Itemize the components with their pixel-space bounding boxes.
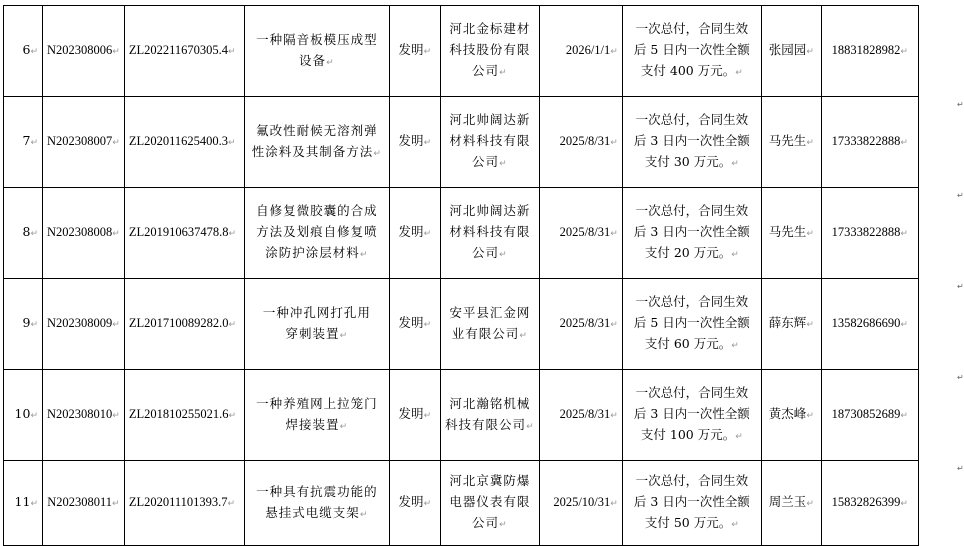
cell-text: 河北帅阔达新 (449, 112, 531, 127)
contact-person-cell (761, 279, 821, 370)
row-number-cell (4, 279, 43, 370)
patent-type-cell (389, 6, 440, 97)
patentee-line (445, 39, 535, 60)
patentee-line (445, 109, 535, 130)
patent-number-cell (124, 97, 244, 188)
paragraph-mark: ↵ (519, 330, 528, 341)
row-number-cell (4, 97, 43, 188)
cell-text: 设备 (299, 52, 327, 68)
paragraph-mark: ↵ (610, 410, 618, 421)
paragraph-mark: ↵ (30, 320, 38, 330)
cell-text: 发明 (398, 406, 424, 421)
cell-text: 2025/8/31 (559, 315, 611, 330)
paragraph-mark: ↵ (610, 137, 618, 148)
paragraph-mark: ↵ (806, 320, 814, 330)
cell-text: 13582686690 (831, 315, 901, 330)
payment-terms-line (627, 130, 757, 151)
paragraph-mark: ↵ (112, 410, 120, 421)
patent-name-line (249, 242, 385, 266)
cell-text: 发明 (398, 315, 424, 330)
cell-text: N202308007 (47, 133, 113, 148)
cell-text: 材料科技有限 (449, 224, 531, 239)
paragraph-mark: ↵ (423, 320, 432, 330)
paragraph-mark: ↵ (112, 137, 120, 148)
cell-text: 2025/8/31 (559, 224, 611, 239)
cell-text: 6 (22, 42, 31, 57)
paragraph-mark: ↵ (900, 46, 908, 57)
project-id-cell (43, 188, 125, 279)
cell-text: N202308011 (47, 494, 113, 509)
patentee-line (445, 393, 535, 414)
paragraph-mark: ↵ (610, 46, 618, 57)
cell-text: 18730852689 (831, 406, 901, 421)
cell-text: ZL201710089282.0 (128, 315, 229, 330)
table-body (4, 6, 919, 546)
payment-terms-line (627, 491, 757, 512)
cell-text: 支付 50 万元。 (644, 515, 732, 530)
payment-terms-line (627, 312, 757, 333)
patent-name-line (249, 120, 385, 141)
contact-phone-cell (821, 461, 918, 546)
cell-text: 支付 100 万元。 (640, 427, 736, 442)
paragraph-mark: ↵ (339, 330, 349, 341)
cell-text: 发明 (398, 494, 424, 509)
cell-text: 2025/8/31 (559, 406, 611, 421)
cell-text: 河北瀚铭机械 (449, 395, 531, 411)
payment-terms-line (627, 151, 757, 175)
cell-text: 黄杰峰 (768, 406, 807, 421)
cell-text: 穿刺装置 (285, 325, 340, 341)
cell-text: ZL202011625400.3 (128, 133, 229, 148)
patent-name-line (249, 323, 385, 347)
patent-name-line (249, 502, 385, 526)
paragraph-mark: ↵ (423, 499, 432, 509)
payment-terms-cell (622, 6, 761, 97)
cell-text: 河北京冀防爆 (449, 473, 531, 488)
cell-text: 马先生 (768, 133, 807, 148)
cell-text: 10 (14, 406, 31, 421)
cell-text: 发明 (398, 224, 424, 239)
contact-person-cell (761, 370, 821, 461)
patent-name-line (249, 414, 385, 438)
patent-type-cell (389, 370, 440, 461)
paragraph-mark: ↵ (30, 499, 38, 509)
paragraph-mark: ↵ (30, 138, 38, 148)
cell-text: 18831828982 (831, 42, 901, 57)
row-end-mark: ↵ (957, 191, 964, 200)
patentee-line (445, 221, 535, 242)
cell-text: ZL202011101393.7 (128, 494, 228, 509)
project-id-cell (43, 279, 125, 370)
patent-name-cell (244, 188, 389, 279)
paragraph-mark: ↵ (499, 520, 508, 530)
paragraph-mark: ↵ (900, 228, 908, 239)
paragraph-mark: ↵ (423, 47, 432, 57)
patentee-line (445, 491, 535, 512)
cell-text: 后 5 日内一次性全额 (633, 42, 750, 57)
paragraph-mark: ↵ (228, 410, 237, 421)
paragraph-mark: ↵ (499, 159, 508, 169)
paragraph-mark: ↵ (806, 138, 814, 148)
paragraph-mark: ↵ (112, 498, 120, 509)
patent-type-cell (389, 461, 440, 546)
payment-terms-cell (622, 461, 761, 546)
patentee-cell (440, 188, 539, 279)
cell-text: 2025/10/31 (553, 494, 611, 509)
deadline-date-cell (539, 461, 622, 546)
project-id-cell (43, 6, 125, 97)
cell-text: 后 5 日内一次性全额 (633, 315, 750, 330)
patent-type-cell (389, 279, 440, 370)
row-number-cell (4, 370, 43, 461)
deadline-date-cell (539, 188, 622, 279)
patentee-line (445, 242, 535, 266)
paragraph-mark: ↵ (499, 68, 508, 78)
table-row (4, 279, 919, 370)
patent-name-line (249, 221, 385, 242)
paragraph-mark: ↵ (731, 520, 739, 530)
paragraph-mark: ↵ (228, 137, 236, 148)
cell-text: 7 (22, 133, 31, 148)
cell-text: 河北金标建材 (449, 21, 531, 36)
cell-text: 一次总付，合同生效 (635, 203, 749, 218)
patent-number-cell (124, 279, 244, 370)
patent-name-line (249, 393, 385, 414)
cell-text: 一次总付，合同生效 (635, 385, 749, 400)
patentee-line (445, 414, 535, 438)
deadline-date-cell (539, 370, 622, 461)
patentee-line (445, 60, 535, 84)
paragraph-mark: ↵ (359, 509, 369, 520)
patent-name-line (249, 481, 385, 502)
patent-type-cell (389, 188, 440, 279)
cell-text: 9 (22, 315, 31, 330)
table-row (4, 188, 919, 279)
payment-terms-line (627, 221, 757, 242)
cell-text: 公司 (472, 63, 500, 78)
table-row (4, 461, 919, 546)
patent-number-cell (124, 188, 244, 279)
patentee-line (445, 323, 535, 347)
paragraph-mark: ↵ (30, 411, 38, 421)
cell-text: 8 (22, 224, 31, 239)
deadline-date-cell (539, 6, 622, 97)
cell-text: 氟改性耐候无溶剂弹 (256, 122, 378, 138)
cell-text: N202308009 (47, 315, 113, 330)
patentee-line (445, 200, 535, 221)
row-end-mark: ↵ (957, 282, 964, 291)
paragraph-mark: ↵ (900, 137, 908, 148)
cell-text: 周兰玉 (768, 494, 807, 509)
cell-text: ZL201910637478.8 (128, 224, 229, 239)
cell-text: N202308006 (47, 42, 113, 57)
paragraph-mark: ↵ (359, 250, 369, 260)
payment-terms-line (627, 512, 757, 536)
payment-terms-line (627, 403, 757, 424)
paragraph-mark: ↵ (806, 499, 814, 509)
paragraph-mark: ↵ (731, 159, 739, 169)
cell-text: 后 3 日内一次性全额 (633, 494, 750, 509)
cell-text: 马先生 (768, 224, 807, 239)
cell-text: N202308008 (47, 224, 113, 239)
payment-terms-cell (622, 188, 761, 279)
payment-terms-cell (622, 370, 761, 461)
payment-terms-line (627, 424, 757, 448)
paragraph-mark: ↵ (326, 57, 335, 68)
paragraph-mark: ↵ (112, 228, 120, 239)
paragraph-mark: ↵ (373, 148, 382, 159)
paragraph-mark: ↵ (610, 498, 618, 509)
patent-name-line (249, 141, 385, 165)
payment-terms-line (627, 109, 757, 130)
table-row (4, 97, 919, 188)
payment-terms-line (627, 60, 757, 84)
cell-text: 薛东辉 (768, 315, 807, 330)
payment-terms-line (627, 200, 757, 221)
cell-text: 一种养殖网上拉笼门 (256, 395, 378, 411)
cell-text: 15832826399 (831, 494, 901, 509)
cell-text: 焊接装置 (285, 416, 340, 432)
row-number-cell (4, 6, 43, 97)
paragraph-mark: ↵ (423, 411, 432, 421)
cell-text: 17333822888 (831, 224, 901, 239)
cell-text: 一次总付，合同生效 (635, 294, 749, 309)
patentee-cell (440, 370, 539, 461)
payment-terms-line (627, 333, 757, 357)
cell-text: 17333822888 (831, 133, 901, 148)
paragraph-mark: ↵ (499, 250, 508, 260)
patent-number-cell (124, 370, 244, 461)
cell-text: 性涂料及其制备方法 (251, 143, 374, 159)
cell-text: 后 3 日内一次性全额 (633, 406, 750, 421)
cell-text: N202308010 (47, 406, 113, 421)
row-end-mark: ↵ (957, 373, 964, 382)
patentee-cell (440, 279, 539, 370)
patent-name-line (249, 29, 385, 50)
cell-text: 涂防护涂层材料 (265, 245, 360, 260)
paragraph-mark: ↵ (900, 410, 908, 421)
payment-terms-cell (622, 97, 761, 188)
patentee-line (445, 18, 535, 39)
patentee-line (445, 151, 535, 175)
patentee-line (445, 130, 535, 151)
contact-person-cell (761, 188, 821, 279)
paragraph-mark: ↵ (228, 319, 237, 330)
patent-name-line (249, 302, 385, 323)
paragraph-mark: ↵ (735, 432, 743, 442)
row-end-mark: ↵ (957, 100, 964, 109)
patentee-cell (440, 97, 539, 188)
payment-terms-line (627, 18, 757, 39)
contact-phone-cell (821, 97, 918, 188)
paragraph-mark: ↵ (112, 46, 120, 57)
cell-text: 支付 20 万元。 (644, 245, 732, 260)
cell-text: 2026/1/1 (565, 42, 611, 57)
cell-text: 方法及划痕自修复喷 (256, 224, 378, 239)
contact-phone-cell (821, 188, 918, 279)
cell-text: 2025/8/31 (559, 133, 611, 148)
paragraph-mark: ↵ (30, 47, 38, 57)
cell-text: 河北帅阔达新 (449, 203, 531, 218)
payment-terms-line (627, 291, 757, 312)
patentee-line (445, 470, 535, 491)
patent-name-line (249, 50, 385, 74)
cell-text: 一次总付，合同生效 (635, 21, 749, 36)
patentee-cell (440, 461, 539, 546)
payment-terms-line (627, 242, 757, 266)
paragraph-mark: ↵ (806, 411, 814, 421)
contact-phone-cell (821, 370, 918, 461)
cell-text: 科技有限公司 (445, 416, 527, 432)
cell-text: 支付 400 万元。 (640, 63, 736, 78)
cell-text: 发明 (398, 133, 424, 148)
paragraph-mark: ↵ (228, 228, 237, 239)
patent-name-cell (244, 6, 389, 97)
contact-phone-cell (821, 279, 918, 370)
project-id-cell (43, 370, 125, 461)
paragraph-mark: ↵ (900, 498, 908, 509)
contact-person-cell (761, 461, 821, 546)
row-number-cell (4, 461, 43, 546)
cell-text: 一种冲孔网打孔用 (262, 304, 371, 320)
paragraph-mark: ↵ (423, 138, 432, 148)
project-id-cell (43, 461, 125, 546)
cell-text: 自修复微胶囊的合成 (256, 203, 378, 218)
paragraph-mark: ↵ (900, 319, 908, 330)
paragraph-mark: ↵ (806, 47, 814, 57)
payment-terms-line (627, 470, 757, 491)
cell-text: 支付 30 万元。 (644, 154, 732, 169)
cell-text: 公司 (472, 515, 500, 530)
payment-terms-cell (622, 279, 761, 370)
paragraph-mark: ↵ (806, 229, 814, 239)
project-id-cell (43, 97, 125, 188)
patent-number-cell (124, 6, 244, 97)
paragraph-mark: ↵ (112, 319, 120, 330)
patent-name-line (249, 200, 385, 221)
paragraph-mark: ↵ (228, 46, 236, 57)
row-number-cell (4, 188, 43, 279)
paragraph-mark: ↵ (30, 229, 38, 239)
cell-text: 支付 60 万元。 (644, 336, 732, 351)
paragraph-mark: ↵ (610, 228, 618, 239)
cell-text: 后 3 日内一次性全额 (633, 133, 750, 148)
cell-text: 科技股份有限 (449, 42, 531, 57)
contact-person-cell (761, 6, 821, 97)
paragraph-mark: ↵ (735, 68, 743, 78)
cell-text: 公司 (472, 154, 500, 169)
cell-text: 11 (14, 494, 31, 509)
cell-text: 一次总付，合同生效 (635, 473, 749, 488)
cell-text: 张园园 (768, 42, 807, 57)
row-end-mark: ↵ (957, 464, 964, 473)
paragraph-mark: ↵ (731, 341, 739, 351)
cell-text: 材料科技有限 (449, 133, 531, 148)
patent-name-cell (244, 279, 389, 370)
cell-text: 一次总付，合同生效 (635, 112, 749, 127)
paragraph-mark: ↵ (423, 229, 432, 239)
cell-text: 发明 (398, 42, 424, 57)
patent-number-cell (124, 461, 244, 546)
paragraph-mark: ↵ (610, 319, 618, 330)
patent-type-cell (389, 97, 440, 188)
cell-text: 悬挂式电缆支架 (265, 504, 360, 520)
cell-text: ZL201810255021.6 (128, 406, 229, 421)
contact-person-cell (761, 97, 821, 188)
patentee-line (445, 512, 535, 536)
contact-phone-cell (821, 6, 918, 97)
cell-text: ZL202211670305.4 (128, 42, 229, 57)
payment-terms-line (627, 382, 757, 403)
paragraph-mark: ↵ (526, 421, 535, 432)
cell-text: 一种具有抗震功能的 (256, 483, 378, 499)
patentee-cell (440, 6, 539, 97)
table-row (4, 370, 919, 461)
patent-name-cell (244, 370, 389, 461)
patent-name-cell (244, 97, 389, 188)
cell-text: 业有限公司 (451, 325, 520, 341)
table-row (4, 6, 919, 97)
deadline-date-cell (539, 97, 622, 188)
patent-listing-table (3, 5, 919, 546)
patent-name-cell (244, 461, 389, 546)
payment-terms-line (627, 39, 757, 60)
patentee-line (445, 302, 535, 323)
deadline-date-cell (539, 279, 622, 370)
cell-text: 安平县汇金网 (449, 304, 531, 320)
paragraph-mark: ↵ (731, 250, 739, 260)
paragraph-mark: ↵ (339, 421, 349, 432)
cell-text: 一种隔音板模压成型 (256, 31, 378, 47)
paragraph-mark: ↵ (227, 498, 236, 509)
cell-text: 公司 (472, 245, 500, 260)
cell-text: 电器仪表有限 (449, 494, 531, 509)
cell-text: 后 3 日内一次性全额 (633, 224, 750, 239)
